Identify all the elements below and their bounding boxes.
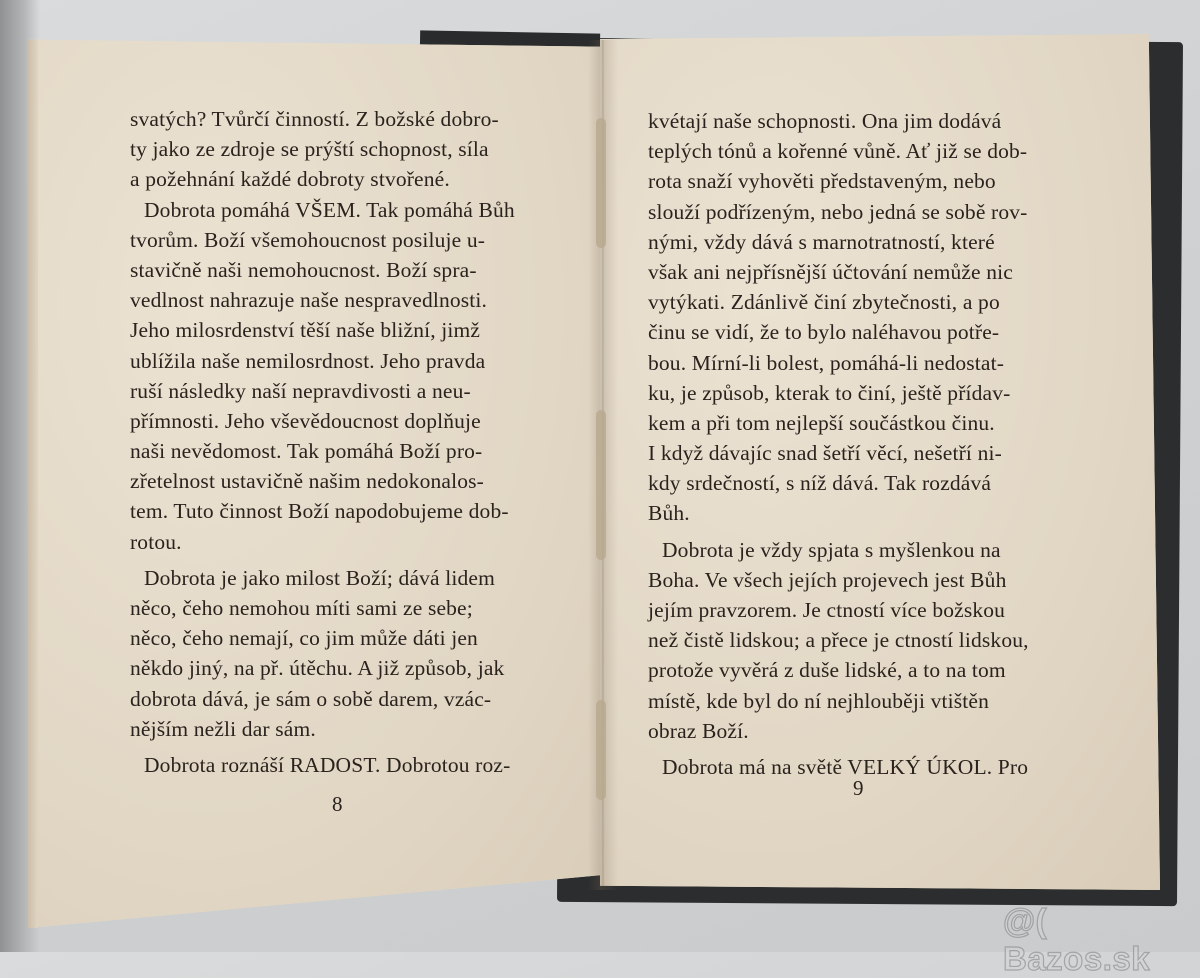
text-line: rota snaží vyhověti představeným, nebo — [648, 169, 996, 194]
text-line: I když dávajíc snad šetří věcí, nešetří ni- — [648, 441, 1002, 466]
text-line: rotou. — [130, 529, 182, 554]
text-line: vedlnost nahrazuje naše nespravedlnosti. — [130, 288, 488, 313]
text-line: kvétají naše schopnosti. Ona jim dodává — [648, 109, 1002, 133]
paragraph-start: Dobrota je jako milost Boží; dává lidem — [144, 565, 495, 590]
text-line: ty jako ze zdroje se prýští schopnost, síla — [130, 137, 489, 162]
left-page-text — [130, 104, 550, 780]
text-line: přímnosti. Jeho vševědoucnost doplňuje — [130, 408, 481, 433]
text-line: kdy srdečností, s níž dává. Tak rozdává — [648, 471, 992, 496]
text-line: kem a při tom nejlepší součástkou činu. — [648, 410, 995, 435]
text-line: svatých? Tvůrčí činností. Z božské dobro- — [130, 107, 499, 131]
text-line: Boha. Ve všech jejích projevech jest Bůh — [648, 567, 1007, 592]
text-line: nějším nežli dar sám. — [130, 716, 316, 741]
binding-stitch — [596, 410, 606, 560]
text-line: místě, kde byl do ní nejhlouběji vtištěn — [648, 688, 990, 713]
text-line: zřetelnost ustavičně našim nedokonalos- — [130, 469, 484, 494]
paragraph-start: Dobrota pomáhá VŠEM. Tak pomáhá Bůh — [144, 197, 515, 222]
text-line: činu se vidí, že to bylo naléhavou potře- — [648, 320, 1000, 345]
right-page-text — [648, 106, 1070, 782]
binding-stitch — [596, 118, 606, 248]
text-line: někdo jiný, na př. útěchu. A již způsob, jak — [130, 656, 505, 681]
text-line: teplých tónů a kořenné vůně. Ať již se dob- — [648, 139, 1028, 164]
text-line: ku, je způsob, kterak to činí, ještě přídav- — [648, 380, 1011, 405]
text-line: naši nevědomost. Tak pomáhá Boží pro- — [130, 439, 483, 464]
text-line: tvorům. Boží všemohoucnost posiluje u- — [130, 227, 486, 252]
text-line: nými, vždy dává s marnotratností, které — [648, 229, 995, 254]
text-line: a požehnání každé dobroty stvořené. — [130, 167, 450, 192]
bazos-watermark: @( Bazos.sk — [1003, 902, 1151, 977]
text-line: bou. Mírní-li bolest, pomáhá-li nedostat- — [648, 350, 1005, 375]
text-line: tem. Tuto činnost Boží napodobujeme dob- — [130, 499, 509, 524]
text-line: než čistě lidskou; a přece je ctností lidskou, — [648, 628, 1029, 653]
text-line: slouží podřízeným, nebo jedná se sobě rov- — [648, 199, 1028, 224]
text-line: Bůh. — [648, 501, 690, 526]
text-line: něco, čeho nemohou míti sami ze sebe; — [130, 596, 473, 620]
paragraph-start: Dobrota roznáší RADOST. Dobrotou roz- — [144, 752, 511, 777]
paragraph-start: Dobrota má na světě VELKÝ ÚKOL. Pro — [662, 754, 1029, 779]
text-line: něco, čeho nemají, co jim může dáti jen — [130, 626, 478, 651]
page-number-left: 8 — [332, 792, 343, 816]
text-line: protože vyvěrá z duše lidské, a to na tom — [648, 658, 1006, 683]
text-line: Jeho milosrdenství těší naše bližní, jimž — [130, 318, 481, 343]
text-line: stavičně naši nemohoucnost. Boží spra- — [130, 257, 477, 282]
text-line: ruší následky naší nepravdivosti a neu- — [130, 378, 471, 403]
left-page-edge — [28, 36, 38, 928]
text-line: jejím pravzorem. Je ctností více božskou — [648, 598, 1006, 622]
paragraph-start: Dobrota je vždy spjata s myšlenkou na — [662, 537, 1001, 562]
page-number-right: 9 — [853, 776, 864, 800]
text-line: vytýkati. Zdánlivě činí zbytečnosti, a po — [648, 290, 1000, 315]
text-line: však ani nejpřísnější účtování nemůže nic — [648, 259, 1013, 284]
text-line: obraz Boží. — [648, 718, 749, 743]
text-line: dobrota dává, je sám o sobě darem, vzác- — [130, 686, 492, 711]
text-line: ublížila naše nemilosrdnost. Jeho pravda — [130, 348, 486, 373]
binding-stitch — [596, 700, 606, 800]
